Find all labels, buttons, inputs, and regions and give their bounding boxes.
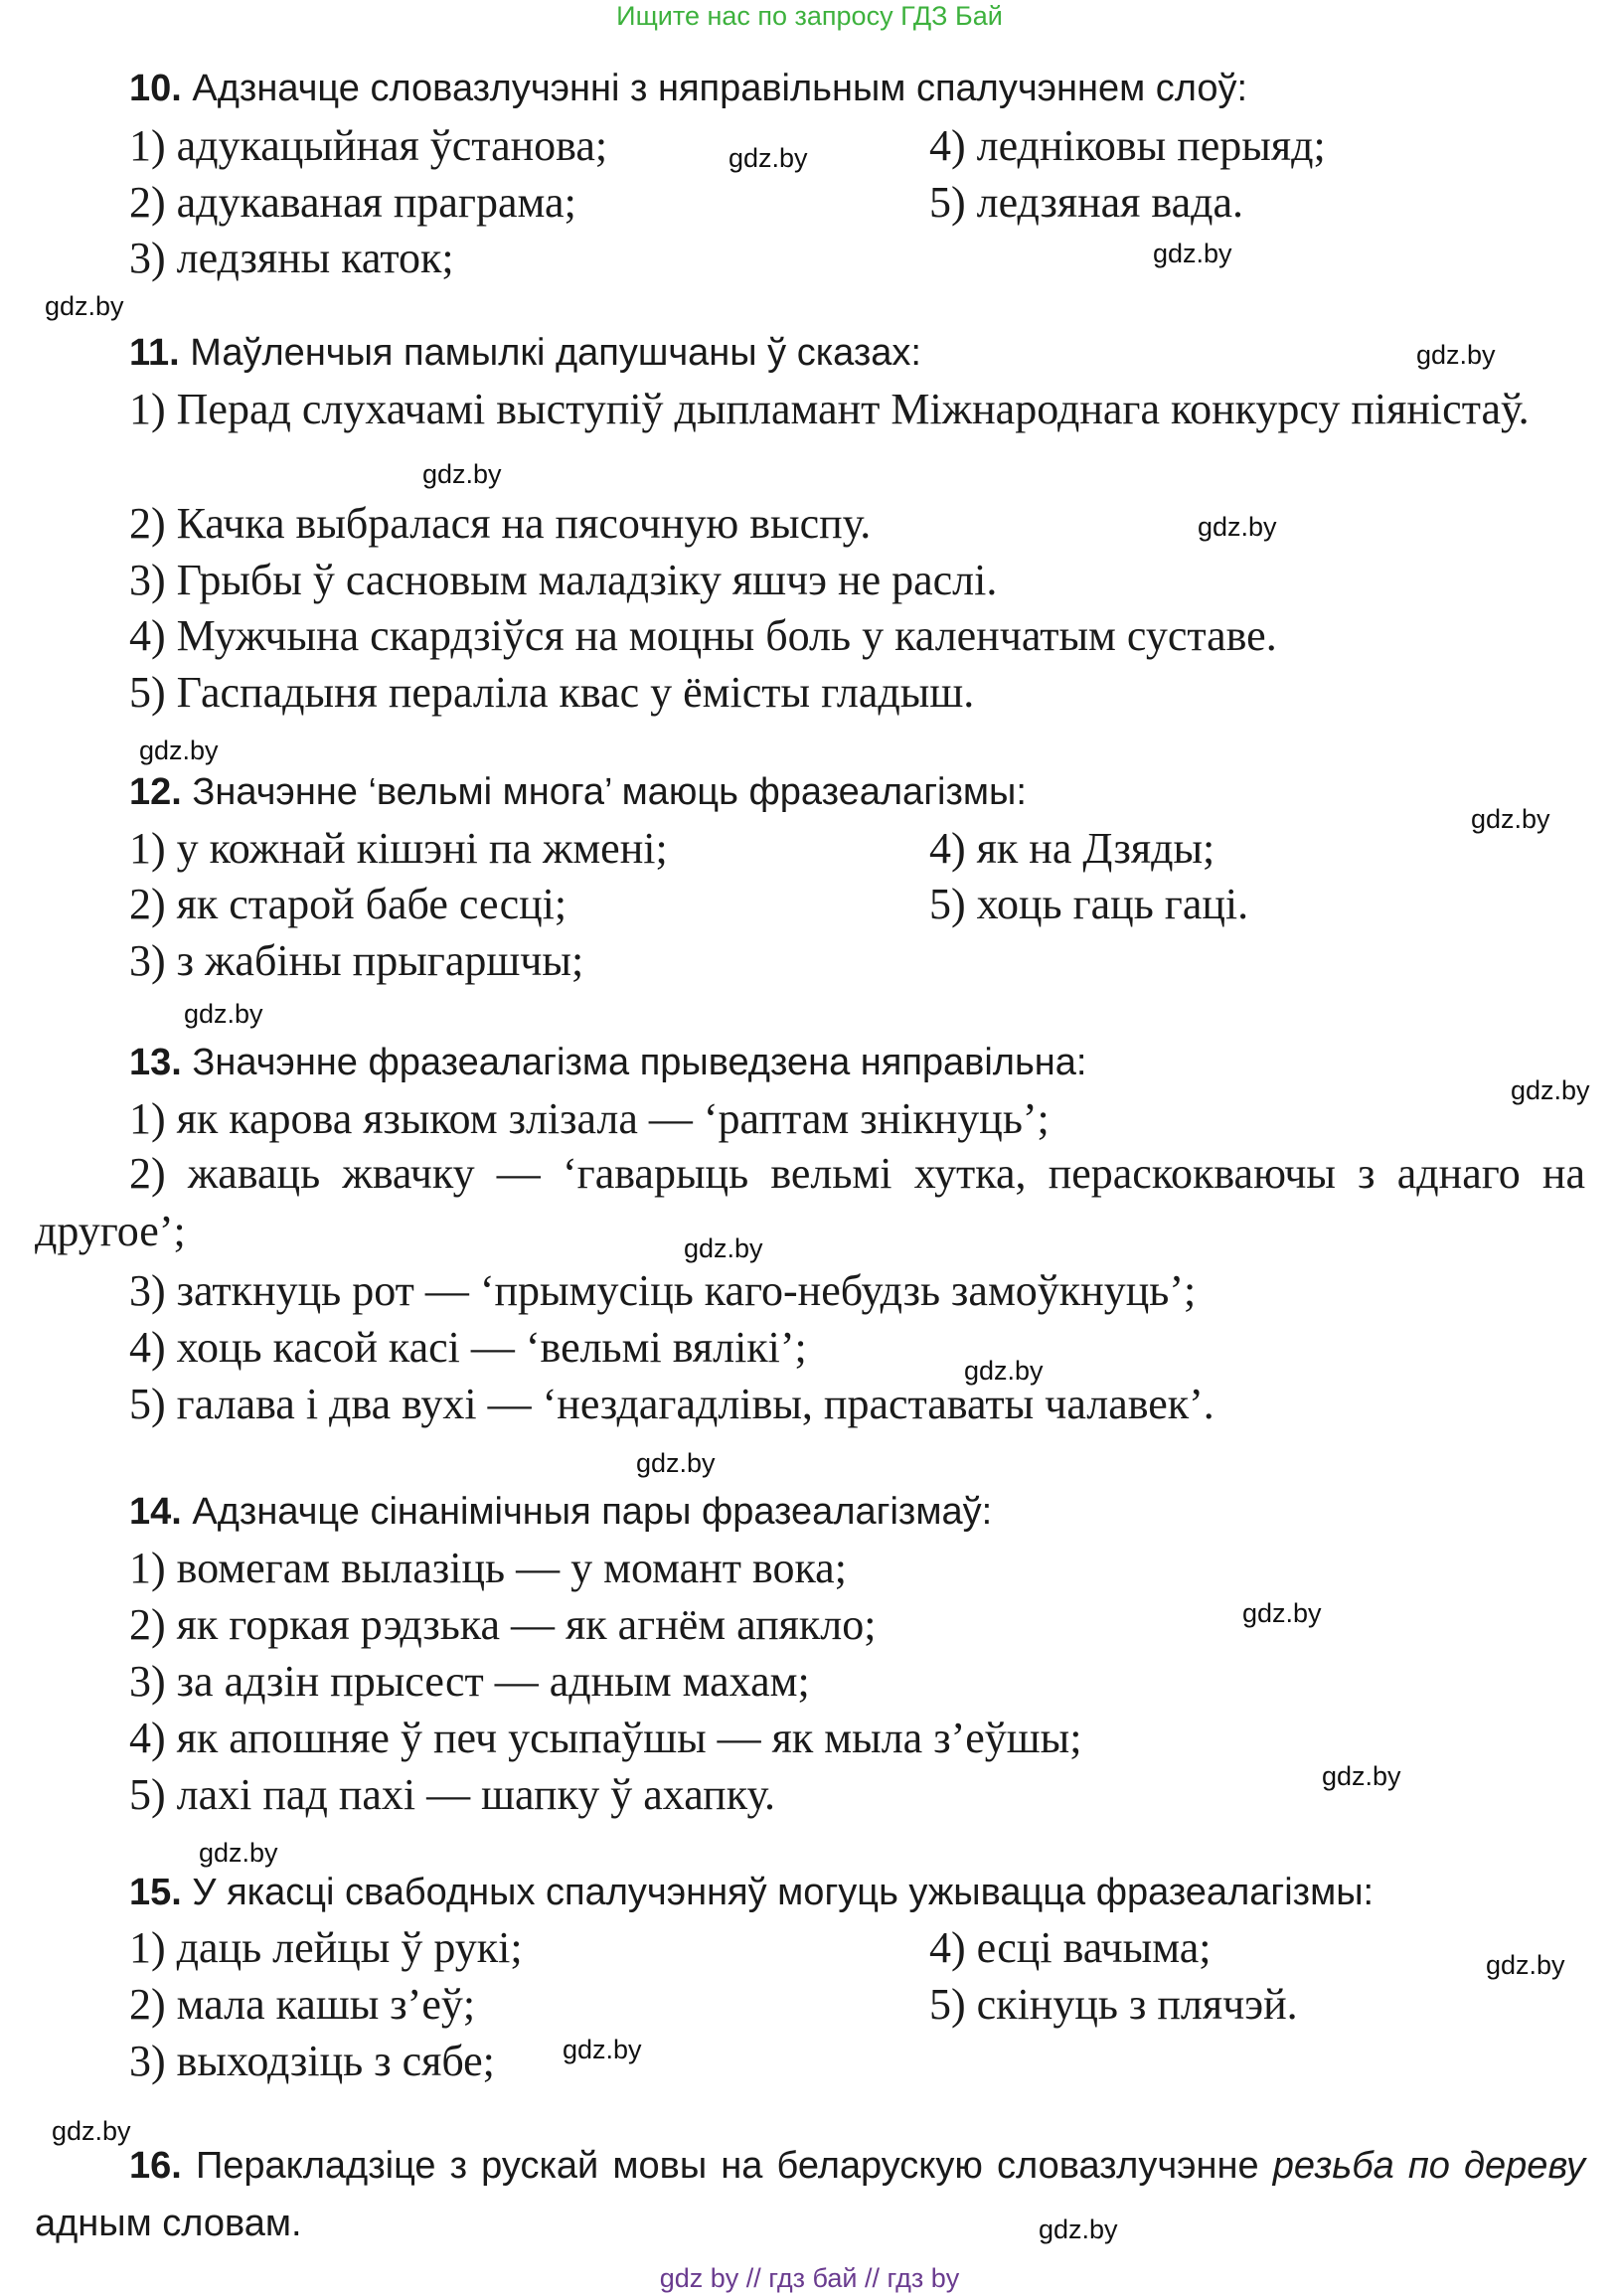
option-13-5: 5) галава і два вухі — ‘нездагадлівы, праставаты чалавек’. — [129, 1380, 1214, 1428]
option-14-4: 4) як апошняе ў печ усыпаўшы — як мыла з’еўшы; — [129, 1714, 1082, 1762]
option-11-3: 3) Грыбы ў сасновым маладзіку яшчэ не раслі. — [129, 556, 998, 604]
option-14-5: 5) лахі пад пахі — шапку ў ахапку. — [129, 1770, 776, 1819]
option-14-2: 2) як горкая рэдзька — як агнём апякло; — [129, 1600, 877, 1649]
question-number: 11. — [129, 332, 180, 374]
option-12-1: 1) у кожнай кішэні па жмені; — [129, 824, 668, 873]
option-10-3: 3) ледзяны каток; — [129, 234, 454, 282]
option-13-2: 2) жаваць жвачку — ‘гаварыць вельмі хутка, пераскокваючы з аднаго на другое’; — [35, 1149, 1585, 1255]
question-text: Адзначце словазлучэнні з няправільным спалучэннем слоў: — [192, 68, 1248, 109]
watermark: gdz.by — [684, 1233, 763, 1263]
question-number: 10. — [129, 68, 182, 109]
option-12-2: 2) як старой бабе сесці; — [129, 880, 567, 928]
watermark: gdz.by — [422, 459, 502, 489]
watermark: gdz.by — [1471, 804, 1550, 834]
question-12 — [129, 768, 1027, 816]
watermark: gdz.by — [729, 143, 808, 173]
option-11-1: 1) Перад слухачамі выступіў дыпламант Міжнароднага конкурсу піяністаў. — [129, 385, 1530, 433]
option-10-4: 4) ледніковы перыяд; — [929, 121, 1326, 170]
question-text: Перакладзіце з рускай мовы на беларускую словазлучэнне — [195, 2145, 1259, 2187]
question-16 — [35, 2137, 1585, 2252]
question-text: Маўленчыя памылкі дапушчаны ў сказах: — [190, 332, 921, 374]
russian-phrase: резьба по дереву — [1272, 2145, 1586, 2187]
option-12-5: 5) хоць гаць гаці. — [929, 880, 1249, 928]
search-banner[interactable]: Ищите нас по запросу ГДЗ Бай — [616, 1, 1003, 31]
option-15-4: 4) есці вачыма; — [929, 1923, 1212, 1972]
watermark: gdz.by — [563, 2035, 642, 2064]
question-number: 13. — [129, 1042, 182, 1083]
watermark: gdz.by — [139, 736, 219, 765]
watermark: gdz.by — [1416, 340, 1496, 370]
option-10-5: 5) ледзяная вада. — [929, 178, 1244, 227]
footer-links[interactable]: gdz by // гдз бай // гдз by — [659, 2263, 960, 2293]
watermark: gdz.by — [1198, 512, 1277, 542]
option-11-2: 2) Качка выбралася на пясочную выспу. — [129, 499, 872, 548]
watermark: gdz.by — [199, 1838, 278, 1868]
watermark: gdz.by — [52, 2116, 131, 2146]
question-text: Значэнне фразеалагізма прыведзена няправільна: — [192, 1042, 1087, 1083]
option-13-3: 3) заткнуць рот — ‘прымусіць каго-небудзь замоўкнуць’; — [129, 1266, 1197, 1315]
question-number: 12. — [129, 771, 182, 813]
watermark: gdz.by — [964, 1356, 1044, 1386]
option-11-5: 5) Гаспадыня пераліла квас у ёмісты гладыш. — [129, 668, 975, 717]
question-10 — [129, 65, 1247, 112]
option-15-5: 5) скінуць з плячэй. — [929, 1980, 1298, 2029]
option-14-3: 3) за адзін прысест — адным махам; — [129, 1657, 810, 1706]
option-10-2: 2) адукаваная праграма; — [129, 178, 576, 227]
question-text: Значэнне ‘вельмі многа’ маюць фразеалагізмы: — [192, 771, 1027, 813]
question-number: 16. — [129, 2145, 182, 2187]
watermark: gdz.by — [184, 999, 263, 1029]
watermark: gdz.by — [45, 291, 124, 321]
watermark: gdz.by — [1039, 2214, 1118, 2244]
question-number: 14. — [129, 1491, 182, 1533]
question-15 — [129, 1869, 1374, 1916]
watermark: gdz.by — [1486, 1950, 1565, 1980]
watermark: gdz.by — [1511, 1075, 1590, 1105]
option-12-4: 4) як на Дзяды; — [929, 824, 1215, 873]
question-13 — [129, 1039, 1086, 1086]
option-14-1: 1) вомегам вылазіць — у момант вока; — [129, 1544, 847, 1592]
question-text: Адзначце сінанімічныя пары фразеалагізмаў: — [192, 1491, 993, 1533]
option-10-1: 1) адукацыйная ўстанова; — [129, 121, 608, 170]
watermark: gdz.by — [1153, 239, 1232, 268]
option-15-3: 3) выходзіць з сябе; — [129, 2037, 495, 2085]
question-text: У якасці свабодных спалучэнняў могуць ужывацца фразеалагізмы: — [192, 1872, 1375, 1913]
watermark: gdz.by — [636, 1448, 716, 1478]
option-11-4: 4) Мужчына скардзіўся на моцны боль у каленчатым суставе. — [129, 611, 1277, 660]
option-13-4: 4) хоць касой касі — ‘вельмі вялікі’; — [129, 1323, 807, 1372]
option-15-2: 2) мала кашы з’еў; — [129, 1980, 476, 2029]
question-14 — [129, 1488, 992, 1536]
watermark: gdz.by — [1242, 1598, 1322, 1628]
question-text-end: адным словам. — [35, 2203, 302, 2244]
option-13-1: 1) як карова языком злізала — ‘раптам знікнуць’; — [129, 1094, 1050, 1143]
question-11 — [129, 329, 921, 377]
option-15-1: 1) даць лейцы ў рукі; — [129, 1923, 523, 1972]
question-number: 15. — [129, 1872, 182, 1913]
watermark: gdz.by — [1322, 1761, 1401, 1791]
option-12-3: 3) з жабіны прыгаршчы; — [129, 936, 584, 985]
